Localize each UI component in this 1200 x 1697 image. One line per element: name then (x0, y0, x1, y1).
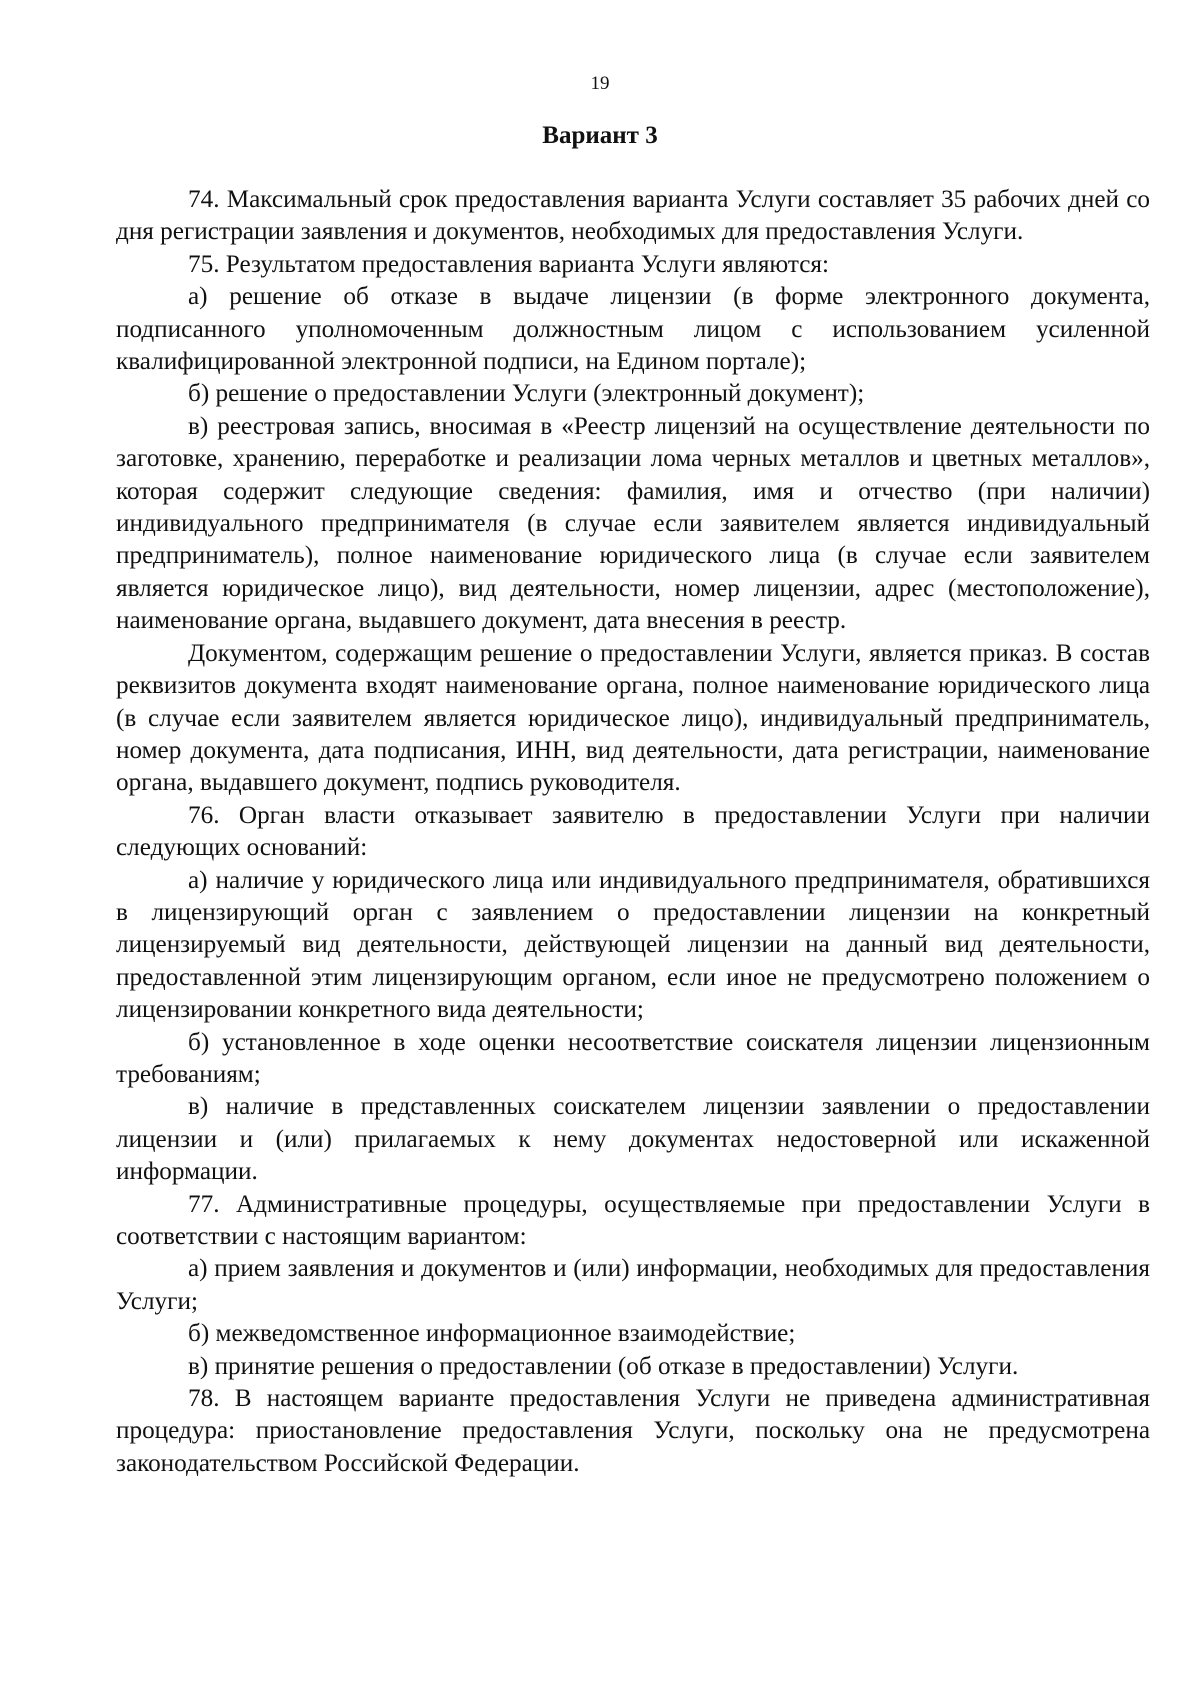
paragraph-75-b: б) решение о предоставлении Услуги (электронный документ); (188, 380, 865, 408)
paragraph-76-b: б) установленное в ходе оценки несоответствие соискателя лицензии лицензионным требованиям; (116, 1028, 1150, 1088)
paragraph-77-v: в) принятие решения о предоставлении (об отказе в предоставлении) Услуги. (188, 1352, 1019, 1380)
paragraph-76: 76. Орган власти отказывает заявителю в предоставлении Услуги при наличии следующих оснований: (116, 801, 1150, 862)
paragraph-74: 74. Максимальный срок предоставления варианта Услуги составляет 35 рабочих дней со дня регистрации заявления и документов, необходимых для предоставления Услуги. (116, 186, 1150, 246)
paragraph-75-a: а) решение об отказе в выдаче лицензии (в форме электронного документа, подписанного уполномоченным должностным лицом с использованием усиленной квалифицированной электронной подписи, на Едином портале); (116, 283, 1150, 376)
paragraph-77: 77. Административные процедуры, осуществляемые при предоставлении Услуги в соответствии с настоящим вариантом: (116, 1190, 1150, 1250)
section-heading: Вариант 3 (542, 122, 658, 149)
paragraph-78: 78. В настоящем варианте предоставления Услуги не приведена административная процедура: приостановление предоставления Услуги, поскольку она не предусмотрена законодательством Российской Федерации. (116, 1385, 1150, 1477)
page-number: 19 (590, 73, 610, 94)
paragraph-order-details: Документом, содержащим решение о предоставлении Услуги, является приказ. В состав реквизитов документа входят наименование органа, полное наименование юридического лица (в случае если заявителем является юридическое лицо), индивидуальный предприниматель, номер документа, дата подписания, ИНН, вид деятельности, дата регистрации, наименование органа, выдавшего документ, подпись руководителя. (116, 639, 1150, 797)
paragraph-77-a: а) прием заявления и документов и (или) информации, необходимых для предоставления Услуги; (116, 1255, 1150, 1315)
paragraph-76-v: в) наличие в представленных соискателем лицензии заявлении о предоставлении лицензии и (или) прилагаемых к нему документах недостоверной или искаженной информации. (116, 1093, 1150, 1186)
paragraph-75-v: в) реестровая запись, вносимая в «Реестр лицензий на осуществление деятельности по заготовке, хранению, переработке и реализации лома черных металлов и цветных металлов», которая содержит следующие сведения: фамилия, имя и отчество (при наличии) индивидуального предпринимателя (в случае если заявителем является индивидуальный предприниматель), полное наименование юридического лица (в случае если заявителем является юридическое лицо), вид деятельности, номер лицензии, адрес (местоположение), наименование органа, выдавшего документ, дата внесения в реестр. (116, 412, 1150, 635)
document-body (116, 184, 1150, 1480)
paragraph-77-b: б) межведомственное информационное взаимодействие; (188, 1320, 796, 1348)
paragraph-76-a: а) наличие у юридического лица или индивидуального предпринимателя, обратившихся в лицензирующий орган с заявлением о предоставлении лицензии на конкретный лицензируемый вид деятельности, действующей лицензии на данный вид деятельности, предоставленной этим лицензирующим органом, если иное не предусмотрено положением о лицензировании конкретного вида деятельности; (116, 866, 1150, 1024)
paragraph-75: 75. Результатом предоставления варианта Услуги являются: (188, 250, 829, 278)
